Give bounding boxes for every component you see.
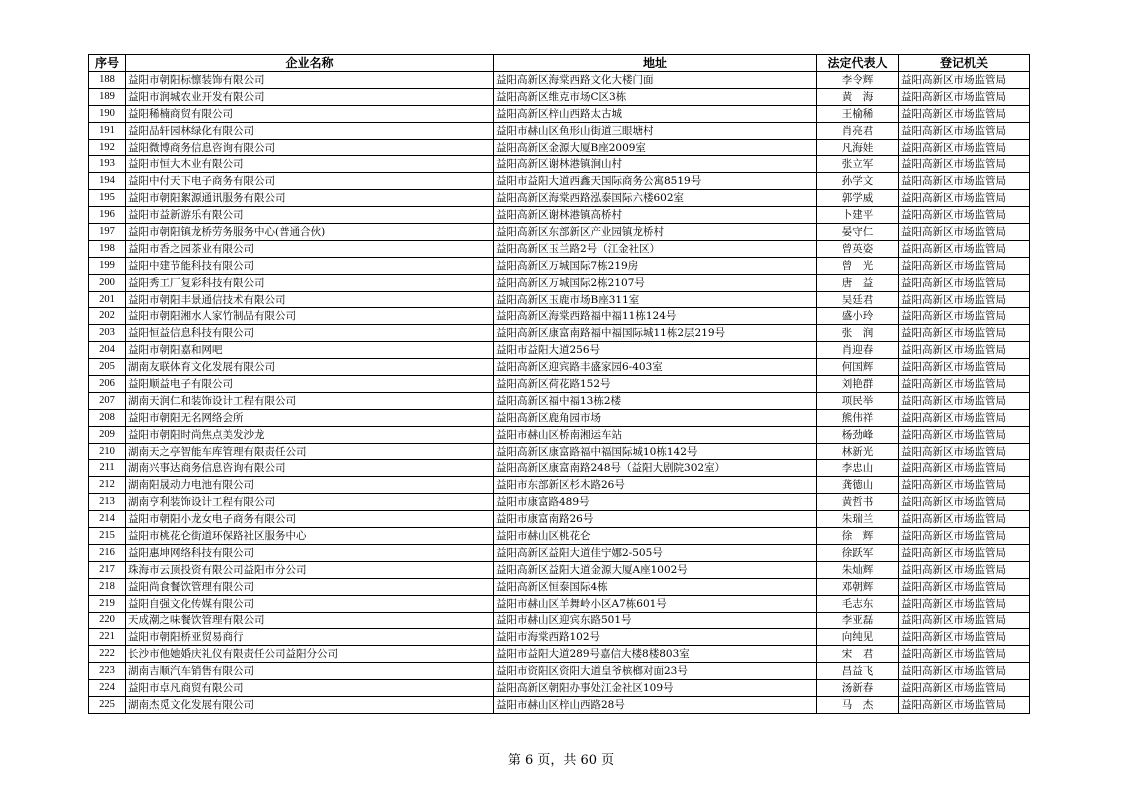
cell-number: 204 xyxy=(89,342,126,359)
cell-legal-representative: 徐跃军 xyxy=(817,544,899,561)
cell-number: 216 xyxy=(89,544,126,561)
cell-company-name: 湖南天润仁和装饰设计工程有限公司 xyxy=(126,392,494,409)
cell-address: 益阳市资阳区资阳大道皇爷槟榔对面23号 xyxy=(494,663,817,680)
table-row xyxy=(89,494,1030,511)
cell-address: 益阳市东部新区杉木路26号 xyxy=(494,477,817,494)
cell-address: 益阳高新区谢林港镇涧山村 xyxy=(494,156,817,173)
column-header-number: 序号 xyxy=(89,55,126,72)
table-row xyxy=(89,409,1030,426)
cell-address: 益阳市赫山区迎宾东路501号 xyxy=(494,612,817,629)
cell-registration-authority: 益阳高新区市场监管局 xyxy=(899,359,1030,376)
cell-company-name: 益阳秀工厂复彩科技有限公司 xyxy=(126,274,494,291)
cell-number: 195 xyxy=(89,190,126,207)
table-row xyxy=(89,443,1030,460)
table-row xyxy=(89,595,1030,612)
table-row xyxy=(89,359,1030,376)
cell-legal-representative: 熊伟祥 xyxy=(817,409,899,426)
cell-number: 197 xyxy=(89,224,126,241)
cell-company-name: 益阳顺益电子有限公司 xyxy=(126,376,494,393)
cell-address: 益阳高新区万城国际7栋219房 xyxy=(494,257,817,274)
cell-legal-representative: 杨劲峰 xyxy=(817,426,899,443)
cell-company-name: 湖南兴事达商务信息咨询有限公司 xyxy=(126,460,494,477)
cell-company-name: 益阳市润城农业开发有限公司 xyxy=(126,88,494,105)
cell-company-name: 湖南阳晟动力电池有限公司 xyxy=(126,477,494,494)
cell-company-name: 湖南杰觅文化发展有限公司 xyxy=(126,696,494,713)
cell-legal-representative: 汤新春 xyxy=(817,680,899,697)
cell-number: 201 xyxy=(89,291,126,308)
cell-address: 益阳市康富南路26号 xyxy=(494,511,817,528)
table-body xyxy=(89,72,1030,714)
table-row xyxy=(89,291,1030,308)
table-row xyxy=(89,207,1030,224)
cell-legal-representative: 凡海娃 xyxy=(817,139,899,156)
table-row xyxy=(89,511,1030,528)
cell-address: 益阳高新区鹿角园市场 xyxy=(494,409,817,426)
cell-address: 益阳高新区金源大厦B座2009室 xyxy=(494,139,817,156)
cell-registration-authority: 益阳高新区市场监管局 xyxy=(899,392,1030,409)
cell-legal-representative: 林新光 xyxy=(817,443,899,460)
cell-registration-authority: 益阳高新区市场监管局 xyxy=(899,511,1030,528)
table-row xyxy=(89,544,1030,561)
cell-company-name: 益阳稀楠商贸有限公司 xyxy=(126,105,494,122)
cell-number: 221 xyxy=(89,629,126,646)
cell-company-name: 益阳惠坤网络科技有限公司 xyxy=(126,544,494,561)
table-row xyxy=(89,342,1030,359)
cell-address: 益阳高新区东部新区产业园镇龙桥村 xyxy=(494,224,817,241)
cell-legal-representative: 刘艳群 xyxy=(817,376,899,393)
cell-address: 益阳高新区玉兰路2号（江金社区） xyxy=(494,240,817,257)
cell-legal-representative: 黄 海 xyxy=(817,88,899,105)
cell-company-name: 益阳市卓凡商贸有限公司 xyxy=(126,680,494,697)
table-row xyxy=(89,629,1030,646)
cell-legal-representative: 卜建平 xyxy=(817,207,899,224)
cell-registration-authority: 益阳高新区市场监管局 xyxy=(899,139,1030,156)
table-row xyxy=(89,173,1030,190)
cell-registration-authority: 益阳高新区市场监管局 xyxy=(899,629,1030,646)
cell-legal-representative: 朱灿辉 xyxy=(817,561,899,578)
cell-company-name: 益阳恒益信息科技有限公司 xyxy=(126,325,494,342)
cell-number: 208 xyxy=(89,409,126,426)
cell-number: 218 xyxy=(89,578,126,595)
cell-address: 益阳市益阳大道289号嘉信大楼8楼803室 xyxy=(494,646,817,663)
cell-legal-representative: 曾英姿 xyxy=(817,240,899,257)
cell-company-name: 益阳中建节能科技有限公司 xyxy=(126,257,494,274)
cell-registration-authority: 益阳高新区市场监管局 xyxy=(899,460,1030,477)
table-row xyxy=(89,426,1030,443)
cell-legal-representative: 张立军 xyxy=(817,156,899,173)
cell-number: 207 xyxy=(89,392,126,409)
cell-address: 益阳高新区海棠西路泓泰国际六楼602室 xyxy=(494,190,817,207)
cell-address: 益阳高新区朝阳办事处江金社区109号 xyxy=(494,680,817,697)
cell-number: 213 xyxy=(89,494,126,511)
cell-address: 益阳市海棠西路102号 xyxy=(494,629,817,646)
cell-company-name: 益阳中付天下电子商务有限公司 xyxy=(126,173,494,190)
cell-legal-representative: 黄哲书 xyxy=(817,494,899,511)
cell-registration-authority: 益阳高新区市场监管局 xyxy=(899,291,1030,308)
cell-registration-authority: 益阳高新区市场监管局 xyxy=(899,578,1030,595)
cell-address: 益阳高新区荷花路152号 xyxy=(494,376,817,393)
cell-legal-representative: 毛志东 xyxy=(817,595,899,612)
cell-company-name: 益阳品轩园林绿化有限公司 xyxy=(126,122,494,139)
cell-company-name: 益阳市朝阳标懔装饰有限公司 xyxy=(126,72,494,89)
cell-registration-authority: 益阳高新区市场监管局 xyxy=(899,173,1030,190)
column-header-address: 地址 xyxy=(494,55,817,72)
cell-company-name: 益阳市朝阳湘水人家竹制品有限公司 xyxy=(126,308,494,325)
table-row xyxy=(89,680,1030,697)
cell-company-name: 益阳市恒大木业有限公司 xyxy=(126,156,494,173)
cell-company-name: 益阳尚食餐饮管理有限公司 xyxy=(126,578,494,595)
cell-legal-representative: 项民举 xyxy=(817,392,899,409)
cell-address: 益阳高新区恒泰国际4栋 xyxy=(494,578,817,595)
table-row xyxy=(89,696,1030,713)
cell-number: 202 xyxy=(89,308,126,325)
cell-registration-authority: 益阳高新区市场监管局 xyxy=(899,156,1030,173)
cell-address: 益阳高新区益阳大道金源大厦A座1002号 xyxy=(494,561,817,578)
table-row xyxy=(89,105,1030,122)
cell-legal-representative: 昌益飞 xyxy=(817,663,899,680)
cell-legal-representative: 吴廷君 xyxy=(817,291,899,308)
cell-company-name: 益阳微博商务信息咨询有限公司 xyxy=(126,139,494,156)
cell-registration-authority: 益阳高新区市场监管局 xyxy=(899,528,1030,545)
column-header-legal-representative: 法定代表人 xyxy=(817,55,899,72)
cell-legal-representative: 唐 益 xyxy=(817,274,899,291)
table-row xyxy=(89,240,1030,257)
cell-address: 益阳市赫山区桥南湘运车站 xyxy=(494,426,817,443)
table-row xyxy=(89,663,1030,680)
cell-number: 203 xyxy=(89,325,126,342)
cell-company-name: 益阳市朝阳丰景通信技术有限公司 xyxy=(126,291,494,308)
cell-number: 222 xyxy=(89,646,126,663)
cell-company-name: 益阳市朝阳无名网络会所 xyxy=(126,409,494,426)
cell-address: 益阳高新区维克市场C区3栋 xyxy=(494,88,817,105)
cell-address: 益阳高新区康富路福中福国际城10栋142号 xyxy=(494,443,817,460)
cell-registration-authority: 益阳高新区市场监管局 xyxy=(899,342,1030,359)
cell-company-name: 益阳市桃花仑街道环保路社区服务中心 xyxy=(126,528,494,545)
table-row xyxy=(89,308,1030,325)
table-header-row xyxy=(89,55,1030,72)
cell-legal-representative: 龚德山 xyxy=(817,477,899,494)
cell-address: 益阳市益阳大道西鑫天国际商务公寓8519号 xyxy=(494,173,817,190)
cell-legal-representative: 宋 君 xyxy=(817,646,899,663)
cell-number: 196 xyxy=(89,207,126,224)
cell-address: 益阳市赫山区鱼形山街道三眼塘村 xyxy=(494,122,817,139)
cell-company-name: 益阳市朝阳时尚焦点美发沙龙 xyxy=(126,426,494,443)
cell-address: 益阳高新区玉鹿市场B座311室 xyxy=(494,291,817,308)
cell-number: 198 xyxy=(89,240,126,257)
cell-company-name: 长沙市他她婚庆礼仪有限责任公司益阳分公司 xyxy=(126,646,494,663)
cell-number: 212 xyxy=(89,477,126,494)
cell-number: 192 xyxy=(89,139,126,156)
table-row xyxy=(89,257,1030,274)
cell-company-name: 湖南天之亭智能车库管理有限责任公司 xyxy=(126,443,494,460)
cell-legal-representative: 盛小玲 xyxy=(817,308,899,325)
cell-legal-representative: 向纯见 xyxy=(817,629,899,646)
cell-number: 188 xyxy=(89,72,126,89)
cell-company-name: 湖南吉顺汽车销售有限公司 xyxy=(126,663,494,680)
cell-company-name: 益阳市朝阳嘉和网吧 xyxy=(126,342,494,359)
cell-address: 益阳市赫山区梓山西路28号 xyxy=(494,696,817,713)
cell-number: 205 xyxy=(89,359,126,376)
cell-registration-authority: 益阳高新区市场监管局 xyxy=(899,88,1030,105)
cell-address: 益阳高新区谢林港镇高桥村 xyxy=(494,207,817,224)
cell-number: 219 xyxy=(89,595,126,612)
cell-company-name: 益阳市朝阳镇龙桥劳务服务中心(普通合伙) xyxy=(126,224,494,241)
cell-registration-authority: 益阳高新区市场监管局 xyxy=(899,240,1030,257)
cell-number: 211 xyxy=(89,460,126,477)
cell-legal-representative: 王榆稀 xyxy=(817,105,899,122)
cell-address: 益阳高新区益阳大道佳宁娜2-505号 xyxy=(494,544,817,561)
cell-registration-authority: 益阳高新区市场监管局 xyxy=(899,308,1030,325)
cell-legal-representative: 张 润 xyxy=(817,325,899,342)
cell-registration-authority: 益阳高新区市场监管局 xyxy=(899,646,1030,663)
cell-number: 215 xyxy=(89,528,126,545)
cell-company-name: 珠海市云顶投资有限公司益阳市分公司 xyxy=(126,561,494,578)
cell-registration-authority: 益阳高新区市场监管局 xyxy=(899,595,1030,612)
cell-registration-authority: 益阳高新区市场监管局 xyxy=(899,494,1030,511)
cell-registration-authority: 益阳高新区市场监管局 xyxy=(899,696,1030,713)
cell-number: 225 xyxy=(89,696,126,713)
cell-legal-representative: 李令辉 xyxy=(817,72,899,89)
cell-registration-authority: 益阳高新区市场监管局 xyxy=(899,426,1030,443)
cell-registration-authority: 益阳高新区市场监管局 xyxy=(899,122,1030,139)
column-header-company-name: 企业名称 xyxy=(126,55,494,72)
cell-address: 益阳高新区康富南路福中福国际城11栋2层219号 xyxy=(494,325,817,342)
table-row xyxy=(89,190,1030,207)
table-row xyxy=(89,477,1030,494)
cell-company-name: 益阳市朝阳桥亚贸易商行 xyxy=(126,629,494,646)
cell-address: 益阳高新区海棠西路福中福11栋124号 xyxy=(494,308,817,325)
table-row xyxy=(89,325,1030,342)
table-row xyxy=(89,561,1030,578)
cell-company-name: 益阳自强文化传媒有限公司 xyxy=(126,595,494,612)
cell-number: 199 xyxy=(89,257,126,274)
cell-registration-authority: 益阳高新区市场监管局 xyxy=(899,105,1030,122)
cell-registration-authority: 益阳高新区市场监管局 xyxy=(899,325,1030,342)
cell-number: 191 xyxy=(89,122,126,139)
cell-registration-authority: 益阳高新区市场监管局 xyxy=(899,72,1030,89)
cell-registration-authority: 益阳高新区市场监管局 xyxy=(899,680,1030,697)
cell-legal-representative: 何国辉 xyxy=(817,359,899,376)
cell-company-name: 天成潮之味餐饮管理有限公司 xyxy=(126,612,494,629)
table-row xyxy=(89,139,1030,156)
cell-legal-representative: 马 杰 xyxy=(817,696,899,713)
cell-number: 194 xyxy=(89,173,126,190)
cell-legal-representative: 肖亮君 xyxy=(817,122,899,139)
cell-registration-authority: 益阳高新区市场监管局 xyxy=(899,544,1030,561)
table-row xyxy=(89,392,1030,409)
table-row xyxy=(89,528,1030,545)
table-row xyxy=(89,224,1030,241)
cell-legal-representative: 李忠山 xyxy=(817,460,899,477)
table-row xyxy=(89,122,1030,139)
cell-address: 益阳市赫山区羊舞岭小区A7栋601号 xyxy=(494,595,817,612)
cell-address: 益阳高新区康富南路248号（益阳大剧院302室） xyxy=(494,460,817,477)
cell-registration-authority: 益阳高新区市场监管局 xyxy=(899,561,1030,578)
cell-address: 益阳高新区梓山西路太古城 xyxy=(494,105,817,122)
page-number-footer: 第 6 页，共 60 页 xyxy=(507,753,615,768)
cell-company-name: 湖南友联体育文化发展有限公司 xyxy=(126,359,494,376)
cell-address: 益阳高新区福中福13栋2楼 xyxy=(494,392,817,409)
cell-number: 193 xyxy=(89,156,126,173)
cell-company-name: 益阳市朝阳小龙女电子商务有限公司 xyxy=(126,511,494,528)
table-row xyxy=(89,460,1030,477)
table-row xyxy=(89,88,1030,105)
cell-number: 223 xyxy=(89,663,126,680)
cell-registration-authority: 益阳高新区市场监管局 xyxy=(899,477,1030,494)
cell-registration-authority: 益阳高新区市场监管局 xyxy=(899,190,1030,207)
table-row xyxy=(89,376,1030,393)
cell-address: 益阳市赫山区桃花仑 xyxy=(494,528,817,545)
table-row xyxy=(89,612,1030,629)
cell-legal-representative: 曾 光 xyxy=(817,257,899,274)
cell-legal-representative: 晏守仁 xyxy=(817,224,899,241)
table-row xyxy=(89,646,1030,663)
cell-address: 益阳市益阳大道256号 xyxy=(494,342,817,359)
cell-address: 益阳市康富路489号 xyxy=(494,494,817,511)
table-row xyxy=(89,578,1030,595)
cell-company-name: 益阳市益新游乐有限公司 xyxy=(126,207,494,224)
table-row xyxy=(89,72,1030,89)
cell-legal-representative: 肖迎春 xyxy=(817,342,899,359)
table-row xyxy=(89,156,1030,173)
cell-registration-authority: 益阳高新区市场监管局 xyxy=(899,207,1030,224)
cell-company-name: 益阳市香之园茶业有限公司 xyxy=(126,240,494,257)
cell-number: 224 xyxy=(89,680,126,697)
cell-registration-authority: 益阳高新区市场监管局 xyxy=(899,376,1030,393)
cell-registration-authority: 益阳高新区市场监管局 xyxy=(899,224,1030,241)
enterprise-registry-table xyxy=(88,54,1030,714)
cell-registration-authority: 益阳高新区市场监管局 xyxy=(899,443,1030,460)
cell-address: 益阳高新区万城国际2栋2107号 xyxy=(494,274,817,291)
cell-address: 益阳高新区海棠西路文化大楼门面 xyxy=(494,72,817,89)
cell-registration-authority: 益阳高新区市场监管局 xyxy=(899,612,1030,629)
cell-number: 217 xyxy=(89,561,126,578)
cell-number: 210 xyxy=(89,443,126,460)
cell-registration-authority: 益阳高新区市场监管局 xyxy=(899,274,1030,291)
cell-company-name: 湖南亨利装饰设计工程有限公司 xyxy=(126,494,494,511)
cell-number: 190 xyxy=(89,105,126,122)
cell-legal-representative: 徐 辉 xyxy=(817,528,899,545)
cell-number: 189 xyxy=(89,88,126,105)
cell-number: 220 xyxy=(89,612,126,629)
cell-address: 益阳高新区迎宾路丰盛家园6-403室 xyxy=(494,359,817,376)
cell-number: 209 xyxy=(89,426,126,443)
cell-legal-representative: 李亚磊 xyxy=(817,612,899,629)
cell-company-name: 益阳市朝阳絮源通讯服务有限公司 xyxy=(126,190,494,207)
cell-legal-representative: 朱瑞兰 xyxy=(817,511,899,528)
cell-registration-authority: 益阳高新区市场监管局 xyxy=(899,663,1030,680)
cell-legal-representative: 孙学文 xyxy=(817,173,899,190)
cell-number: 200 xyxy=(89,274,126,291)
column-header-registration-authority: 登记机关 xyxy=(899,55,1030,72)
table-row xyxy=(89,274,1030,291)
cell-legal-representative: 郭学威 xyxy=(817,190,899,207)
cell-registration-authority: 益阳高新区市场监管局 xyxy=(899,257,1030,274)
cell-legal-representative: 邓朝辉 xyxy=(817,578,899,595)
cell-registration-authority: 益阳高新区市场监管局 xyxy=(899,409,1030,426)
cell-number: 214 xyxy=(89,511,126,528)
cell-number: 206 xyxy=(89,376,126,393)
